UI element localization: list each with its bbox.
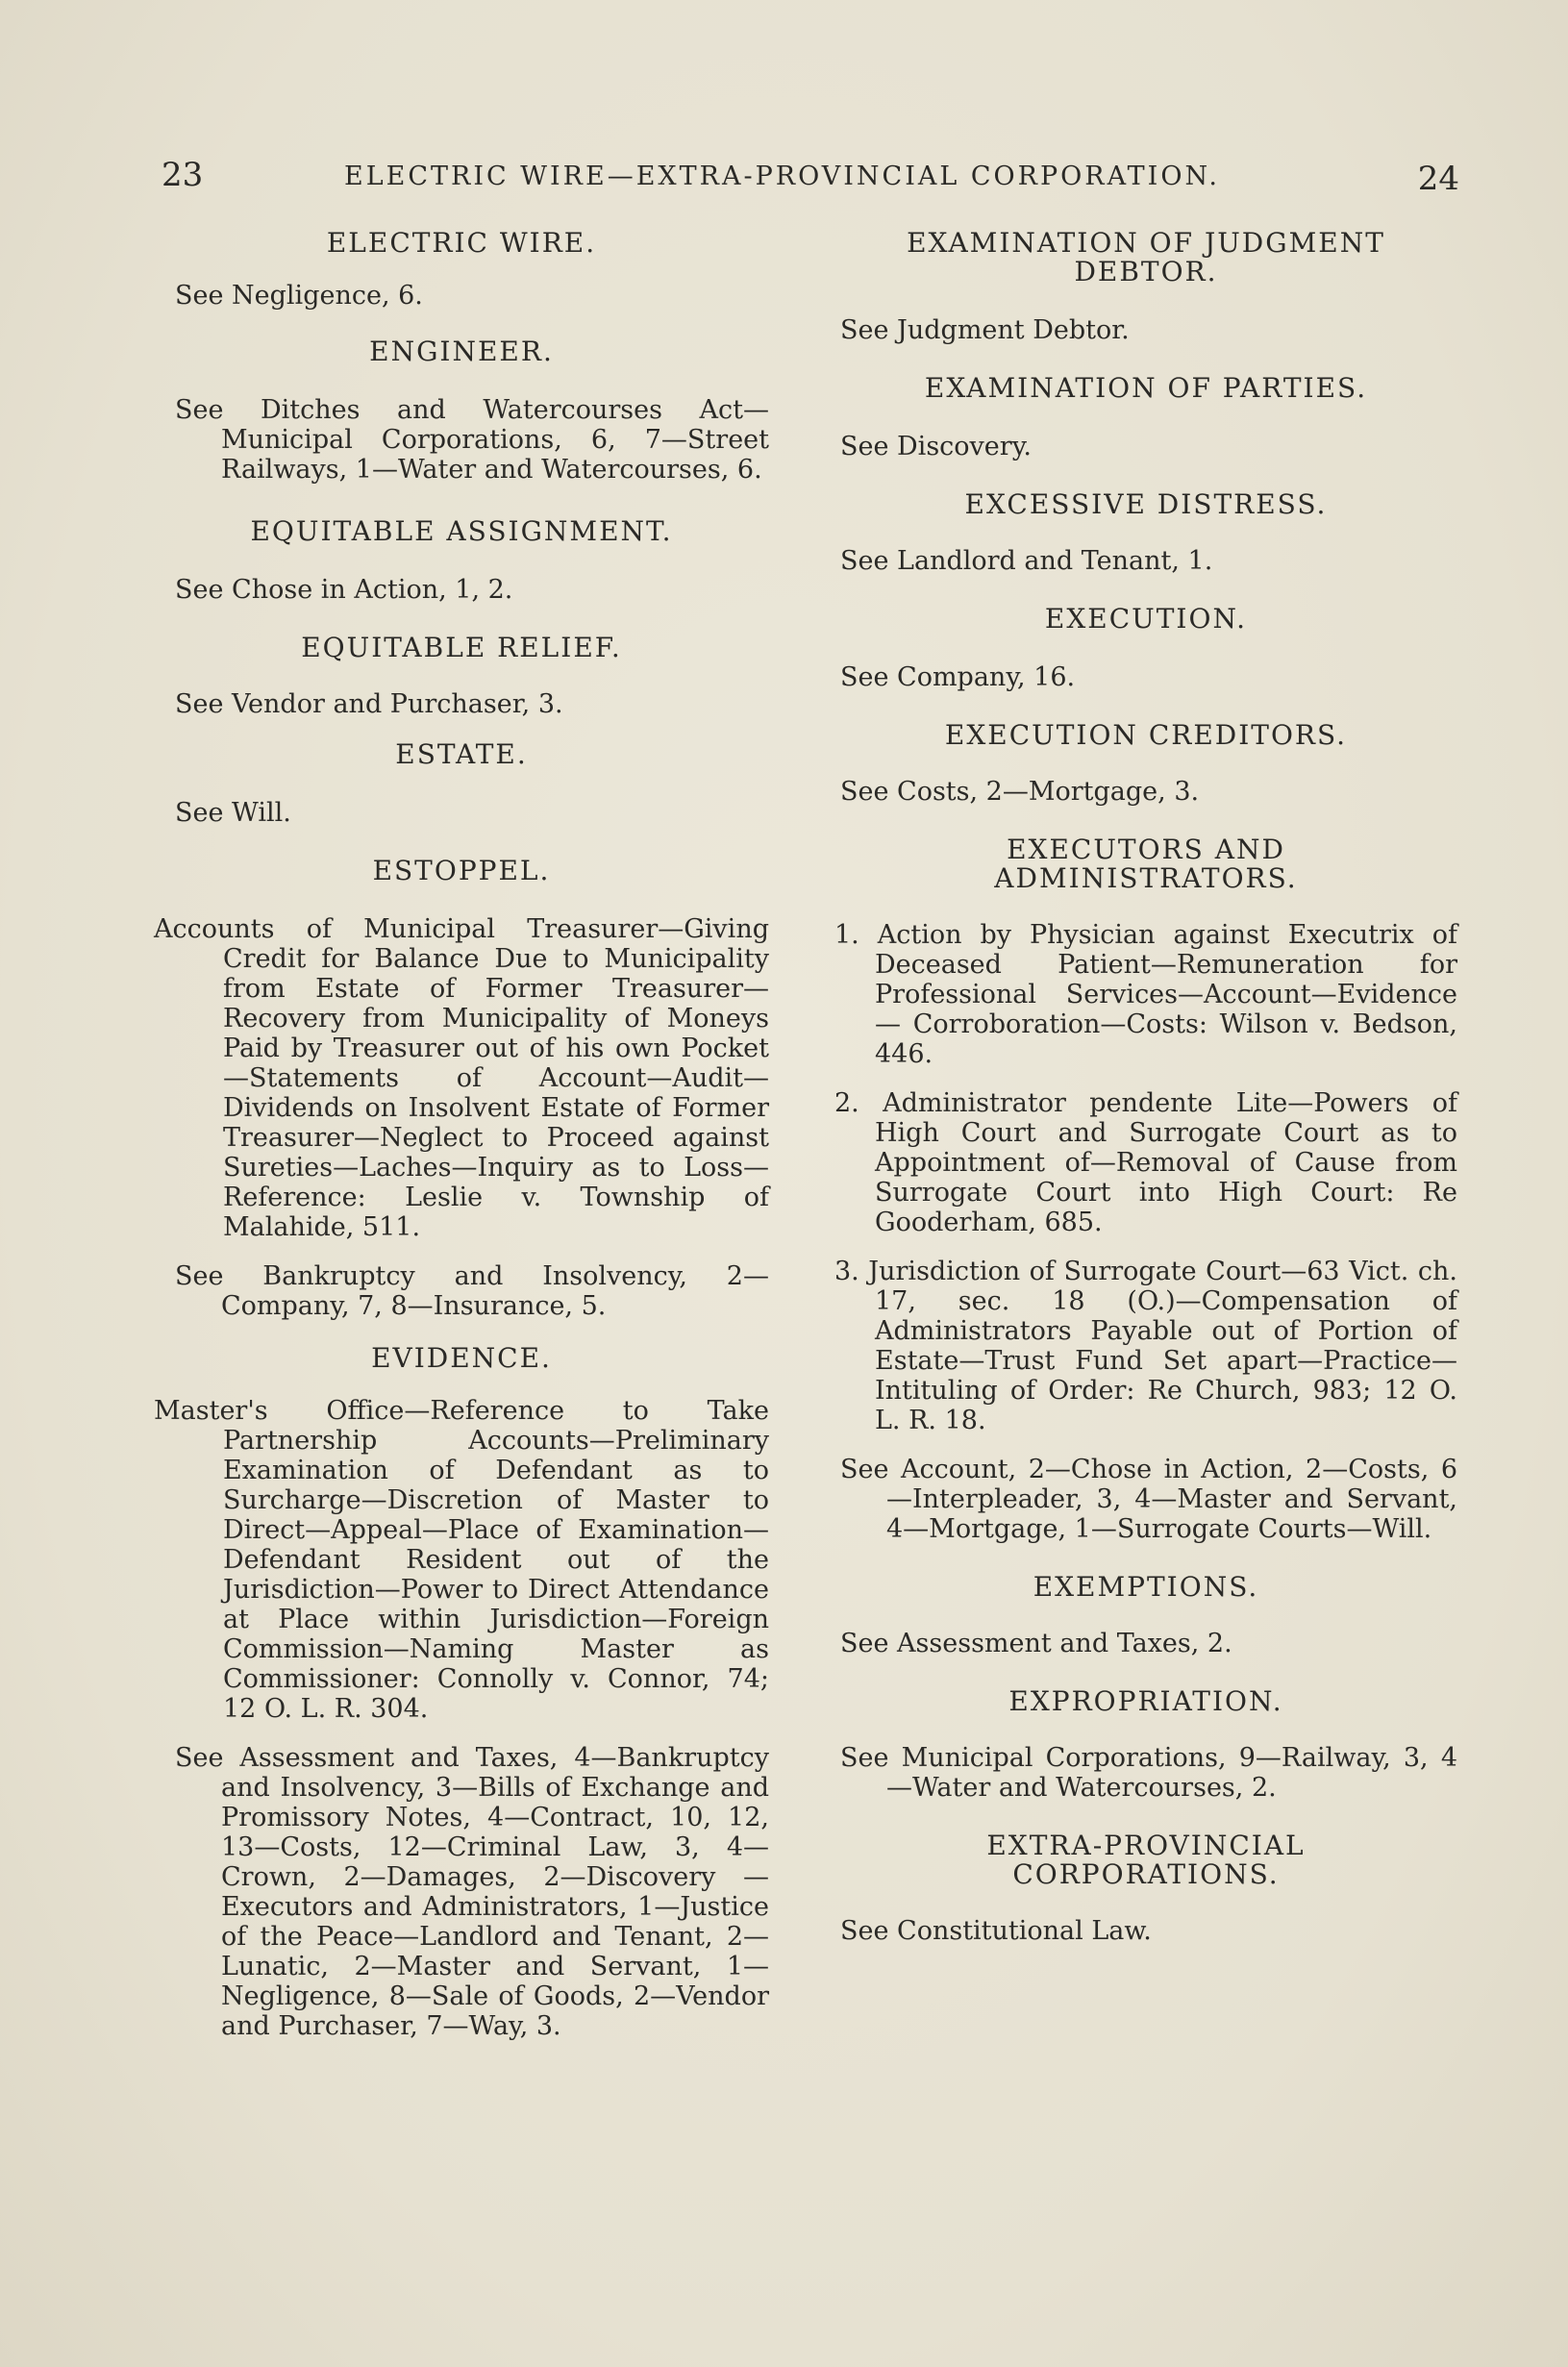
see-estoppel: See Bankruptcy and Insolvency, 2—Company, 7, 8—Insurance, 5. xyxy=(175,1261,769,1321)
running-head xyxy=(162,156,1459,198)
executors-item-1: 1. Action by Physician against Executrix of Deceased Patient—Remuneration for Professional Services—Account—Evidence — Corroboration—Costs: Wilson v. Bedson, 446. xyxy=(834,920,1457,1069)
see-engineer: See Ditches and Watercourses Act—Municipal Corporations, 6, 7—Street Railways, 1—Water and Watercourses, 6. xyxy=(175,395,769,485)
executors-item-3: 3. Jurisdiction of Surrogate Court—63 Vict. ch. 17, sec. 18 (O.)—Compensation of Administrators Payable out of Portion of Estate—Trust Fund Set apart—Practice—Intituling of Order: Re Church, 983; 12 O. L. R. 18. xyxy=(834,1257,1457,1435)
heading-evidence: EVIDENCE. xyxy=(371,1342,552,1374)
heading-equitable-assignment: EQUITABLE ASSIGNMENT. xyxy=(250,515,673,547)
heading-executors: EXECUTORS AND ADMINISTRATORS. xyxy=(994,834,1298,894)
heading-excessive-distress: EXCESSIVE DISTRESS. xyxy=(964,488,1328,520)
executors-item-2: 2. Administrator pendente Lite—Powers of High Court and Surrogate Court as to Appointment of—Removal of Cause from Surrogate Court into High Court: Re Gooderham, 685. xyxy=(834,1088,1457,1237)
heading-examination-parties: EXAMINATION OF PARTIES. xyxy=(924,372,1368,404)
left-column xyxy=(154,229,769,2041)
see-equitable-relief: See Vendor and Purchaser, 3. xyxy=(175,689,563,719)
heading-execution-creditors: EXECUTION CREDITORS. xyxy=(944,719,1348,751)
see-evidence: See Assessment and Taxes, 4—Bankruptcy and Insolvency, 3—Bills of Exchange and Promissory Notes, 4—Contract, 10, 12, 13—Costs, 12—Criminal Law, 3, 4—Crown, 2—Damages, 2—Discovery — Executors and Administrators, 1—Justice of the Peace—Landlord and Tenant, 2—Lunatic, 2—Master and Servant, 1—Negligence, 8—Sale of Goods, 2—Vendor and Purchaser, 7—Way, 3. xyxy=(175,1743,769,2041)
running-title: ELECTRIC WIRE—EXTRA-PROVINCIAL CORPORATION. xyxy=(344,162,1220,191)
heading-estoppel: ESTOPPEL. xyxy=(372,855,551,886)
page-number-left: 23 xyxy=(162,156,204,194)
heading-engineer: ENGINEER. xyxy=(369,336,554,367)
see-excessive-distress: See Landlord and Tenant, 1. xyxy=(840,546,1213,576)
heading-extra-provincial: EXTRA-PROVINCIAL CORPORATIONS. xyxy=(986,1830,1306,1890)
right-column xyxy=(834,229,1457,1946)
see-equitable-assignment: See Chose in Action, 1, 2. xyxy=(175,575,513,605)
see-estate: See Will. xyxy=(175,798,291,828)
estoppel-entry: Accounts of Municipal Treasurer—Giving Credit for Balance Due to Municipality from Estate of Former Treasurer—Recovery from Municipality of Moneys Paid by Treasurer out of his own Pocket—Statements of Account—Audit—Dividends on Insolvent Estate of Former Treasurer—Neglect to Proceed against Sureties—Laches—Inquiry as to Loss—Reference: Leslie v. Township of Malahide, 511. xyxy=(154,914,769,1242)
heading-expropriation: EXPROPRIATION. xyxy=(1008,1685,1283,1717)
see-execution: See Company, 16. xyxy=(840,662,1076,692)
heading-exemptions: EXEMPTIONS. xyxy=(1033,1571,1259,1603)
see-electric-wire: See Negligence, 6. xyxy=(175,281,423,311)
heading-estate: ESTATE. xyxy=(395,738,528,770)
see-extra-provincial: See Constitutional Law. xyxy=(840,1916,1152,1946)
see-examination-parties: See Discovery. xyxy=(840,432,1032,461)
see-expropriation: See Municipal Corporations, 9—Railway, 3, 4—Water and Watercourses, 2. xyxy=(840,1743,1457,1803)
heading-equitable-relief: EQUITABLE RELIEF. xyxy=(301,632,622,663)
heading-examination-judgment-debtor: EXAMINATION OF JUDGMENT DEBTOR. xyxy=(907,227,1385,287)
heading-electric-wire: ELECTRIC WIRE. xyxy=(326,227,597,259)
see-executors: See Account, 2—Chose in Action, 2—Costs, 6—Interpleader, 3, 4—Master and Servant, 4—Mortgage, 1—Surrogate Courts—Will. xyxy=(840,1455,1457,1544)
see-examination-judgment-debtor: See Judgment Debtor. xyxy=(840,315,1130,345)
heading-execution: EXECUTION. xyxy=(1044,603,1248,635)
see-exemptions: See Assessment and Taxes, 2. xyxy=(840,1629,1232,1658)
evidence-entry: Master's Office—Reference to Take Partnership Accounts—Preliminary Examination of Defendant as to Surcharge—Discretion of Master to Direct—Appeal—Place of Examination—Defendant Resident out of the Jurisdiction—Power to Direct Attendance at Place within Jurisdiction—Foreign Commission—Naming Master as Commissioner: Connolly v. Connor, 74; 12 O. L. R. 304. xyxy=(154,1396,769,1724)
page-number-right: 24 xyxy=(1417,160,1459,198)
see-execution-creditors: See Costs, 2—Mortgage, 3. xyxy=(840,777,1200,807)
